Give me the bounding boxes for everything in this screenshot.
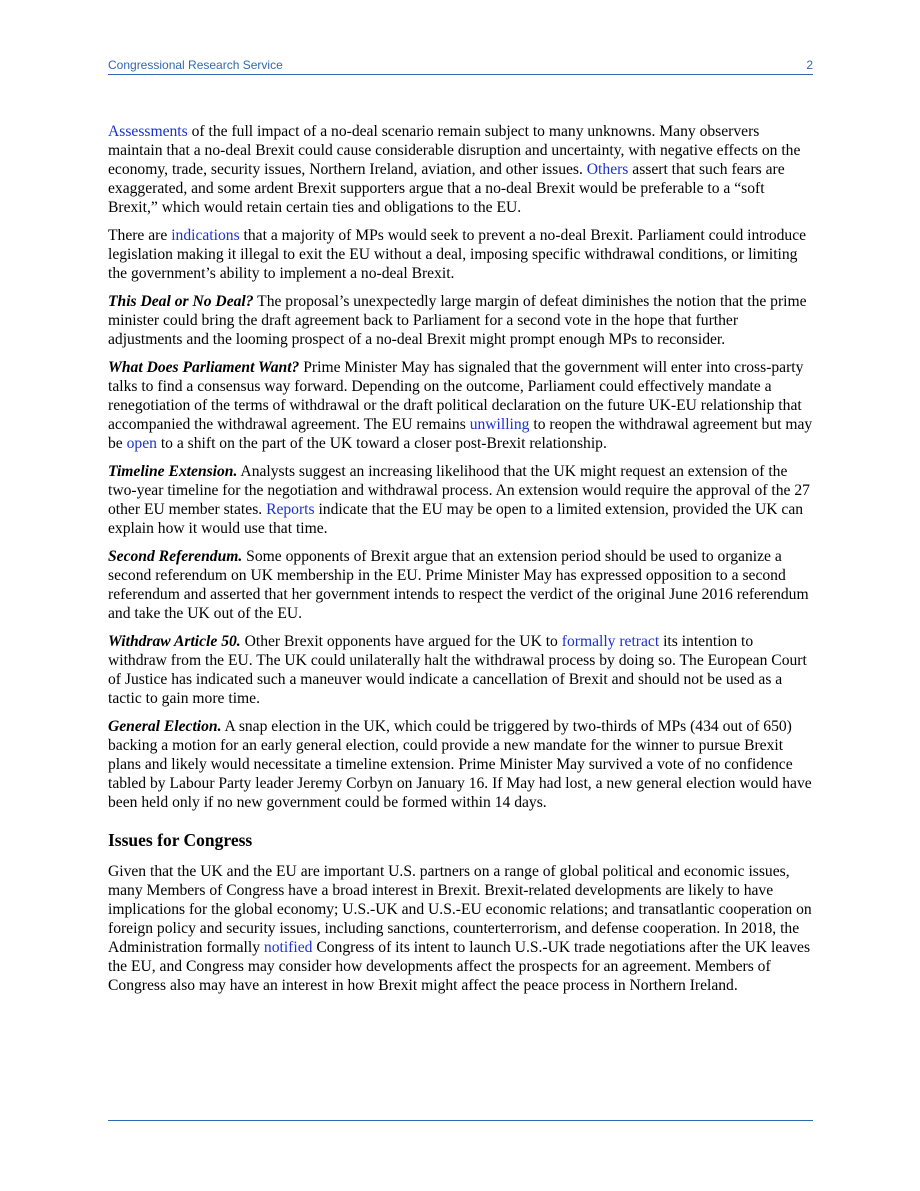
paragraph-text: to a shift on the part of the UK toward a closer post-Brexit relationship. [156,435,607,452]
footer-rule [108,1120,813,1121]
paragraph-text: that a majority of MPs would seek to prevent a no-deal Brexit. Parliament could introduce legislation making it illegal to exit the EU without a deal, imposing specific withdrawal conditions, or limiting the government’s ability to implement a no-deal Brexit. [108,227,807,282]
paragraph-withdraw-article-50 [108,632,814,708]
paragraph-text: to reopen the withdrawal agreement but may be [108,416,813,452]
paragraph-text: Given that the UK and the EU are important U.S. partners on a range of global political and economic issues, many Members of Congress have a broad interest in Brexit. Brexit-related developments are likely to have implications for the global economy; U.S.-UK and U.S.-EU economic relations; and transatlantic cooperation on foreign policy and security issues, including sanctions, counterterrorism, and defense cooperation. In 2018, the Administration formally [108,863,812,956]
paragraph-general-election [108,717,814,812]
link-others[interactable]: Others [586,161,629,178]
paragraph-text: of the full impact of a no-deal scenario remain subject to many unknowns. Many observers maintain that a no-deal Brexit could cause considerable disruption and uncertainty, with negative effects on the economy, trade, security issues, Northern Ireland, aviation, and other issues. [108,123,801,178]
paragraph-text: Congress of its intent to launch U.S.-UK trade negotiations after the UK leaves the EU, and Congress may consider how developments affect the prospects for an agreement. Members of Congress also may have an interest in how Brexit might affect the peace process in Northern Ireland. [108,939,811,994]
page-header [108,57,813,75]
link-unwilling[interactable]: unwilling [469,416,530,433]
paragraph-this-deal [108,292,814,349]
paragraph-text: The proposal’s unexpectedly large margin of defeat diminishes the notion that the prime minister could bring the draft agreement back to Parliament for a second vote in the hope that further adjustments and the looming prospect of a no-deal Brexit might prompt enough MPs to reconsider. [108,293,807,348]
paragraph-text: assert that such fears are exaggerated, and some ardent Brexit supporters argue that a no-deal Brexit would be preferable to a “soft Brexit,” which would retain certain ties and obligations to the EU. [108,161,785,216]
lead-in: What Does Parliament Want? [108,359,300,376]
paragraph-text: Analysts suggest an increasing likelihood that the UK might request an extension of the two-year timeline for the negotiation and withdrawal process. An extension would require the approval of the 27 other EU member states. [108,463,810,518]
document-body [108,122,814,1004]
paragraph-text: There are [108,227,172,244]
lead-in: This Deal or No Deal? [108,293,254,310]
lead-in: General Election. [108,718,222,735]
link-assessments[interactable]: Assessments [108,123,188,140]
link-formally-retract[interactable]: formally retract [561,633,660,650]
paragraph-issues-for-congress [108,862,814,995]
paragraph-text: Other Brexit opponents have argued for the UK to [240,633,562,650]
section-heading: Issues for Congress [108,830,253,850]
paragraph-indications [108,226,814,283]
paragraph-assessments [108,122,814,217]
paragraph-text: Some opponents of Brexit argue that an extension period should be used to organize a second referendum on UK membership in the EU. Prime Minister May has expressed opposition to a second referendum and asserted that her government intends to respect the verdict of the original June 2016 referendum and take the UK out of the EU. [108,548,809,622]
paragraph-text: its intention to withdraw from the EU. The UK could unilaterally halt the withdrawal process by doing so. The European Court of Justice has indicated such a maneuver would indicate a cancellation of Brexit and should not be used as a tactic to gain more time. [108,633,807,707]
header-source: Congressional Research Service [108,58,283,72]
link-notified[interactable]: notified [263,939,313,956]
lead-in: Withdraw Article 50. [108,633,241,650]
link-indications[interactable]: indications [171,227,240,244]
paragraph-text: indicate that the EU may be open to a limited extension, provided the UK can explain how it would use that time. [108,501,804,537]
page-number: 2 [806,58,813,72]
paragraph-parliament-want [108,358,814,453]
link-reports[interactable]: Reports [266,501,315,518]
lead-in: Timeline Extension. [108,463,238,480]
lead-in: Second Referendum. [108,548,243,565]
link-open[interactable]: open [126,435,157,452]
paragraph-second-referendum [108,547,814,623]
paragraph-text: A snap election in the UK, which could be triggered by two-thirds of MPs (434 out of 650) backing a motion for an early general election, could provide a new mandate for the winner to pursue Brexit plans and likely would necessitate a timeline extension. Prime Minister May survived a vote of no confidence tabled by Labour Party leader Jeremy Corbyn on January 16. If May had lost, a new general election would have been held only if no new government could be formed within 14 days. [108,718,812,811]
paragraph-timeline-extension [108,462,814,538]
paragraph-text: Prime Minister May has signaled that the government will enter into cross-party talks to find a consensus way forward. Depending on the outcome, Parliament could effectively mandate a renegotiation of the terms of withdrawal or the draft political declaration on the future UK-EU relationship that accompanied the withdrawal agreement. The EU remains [108,359,804,433]
